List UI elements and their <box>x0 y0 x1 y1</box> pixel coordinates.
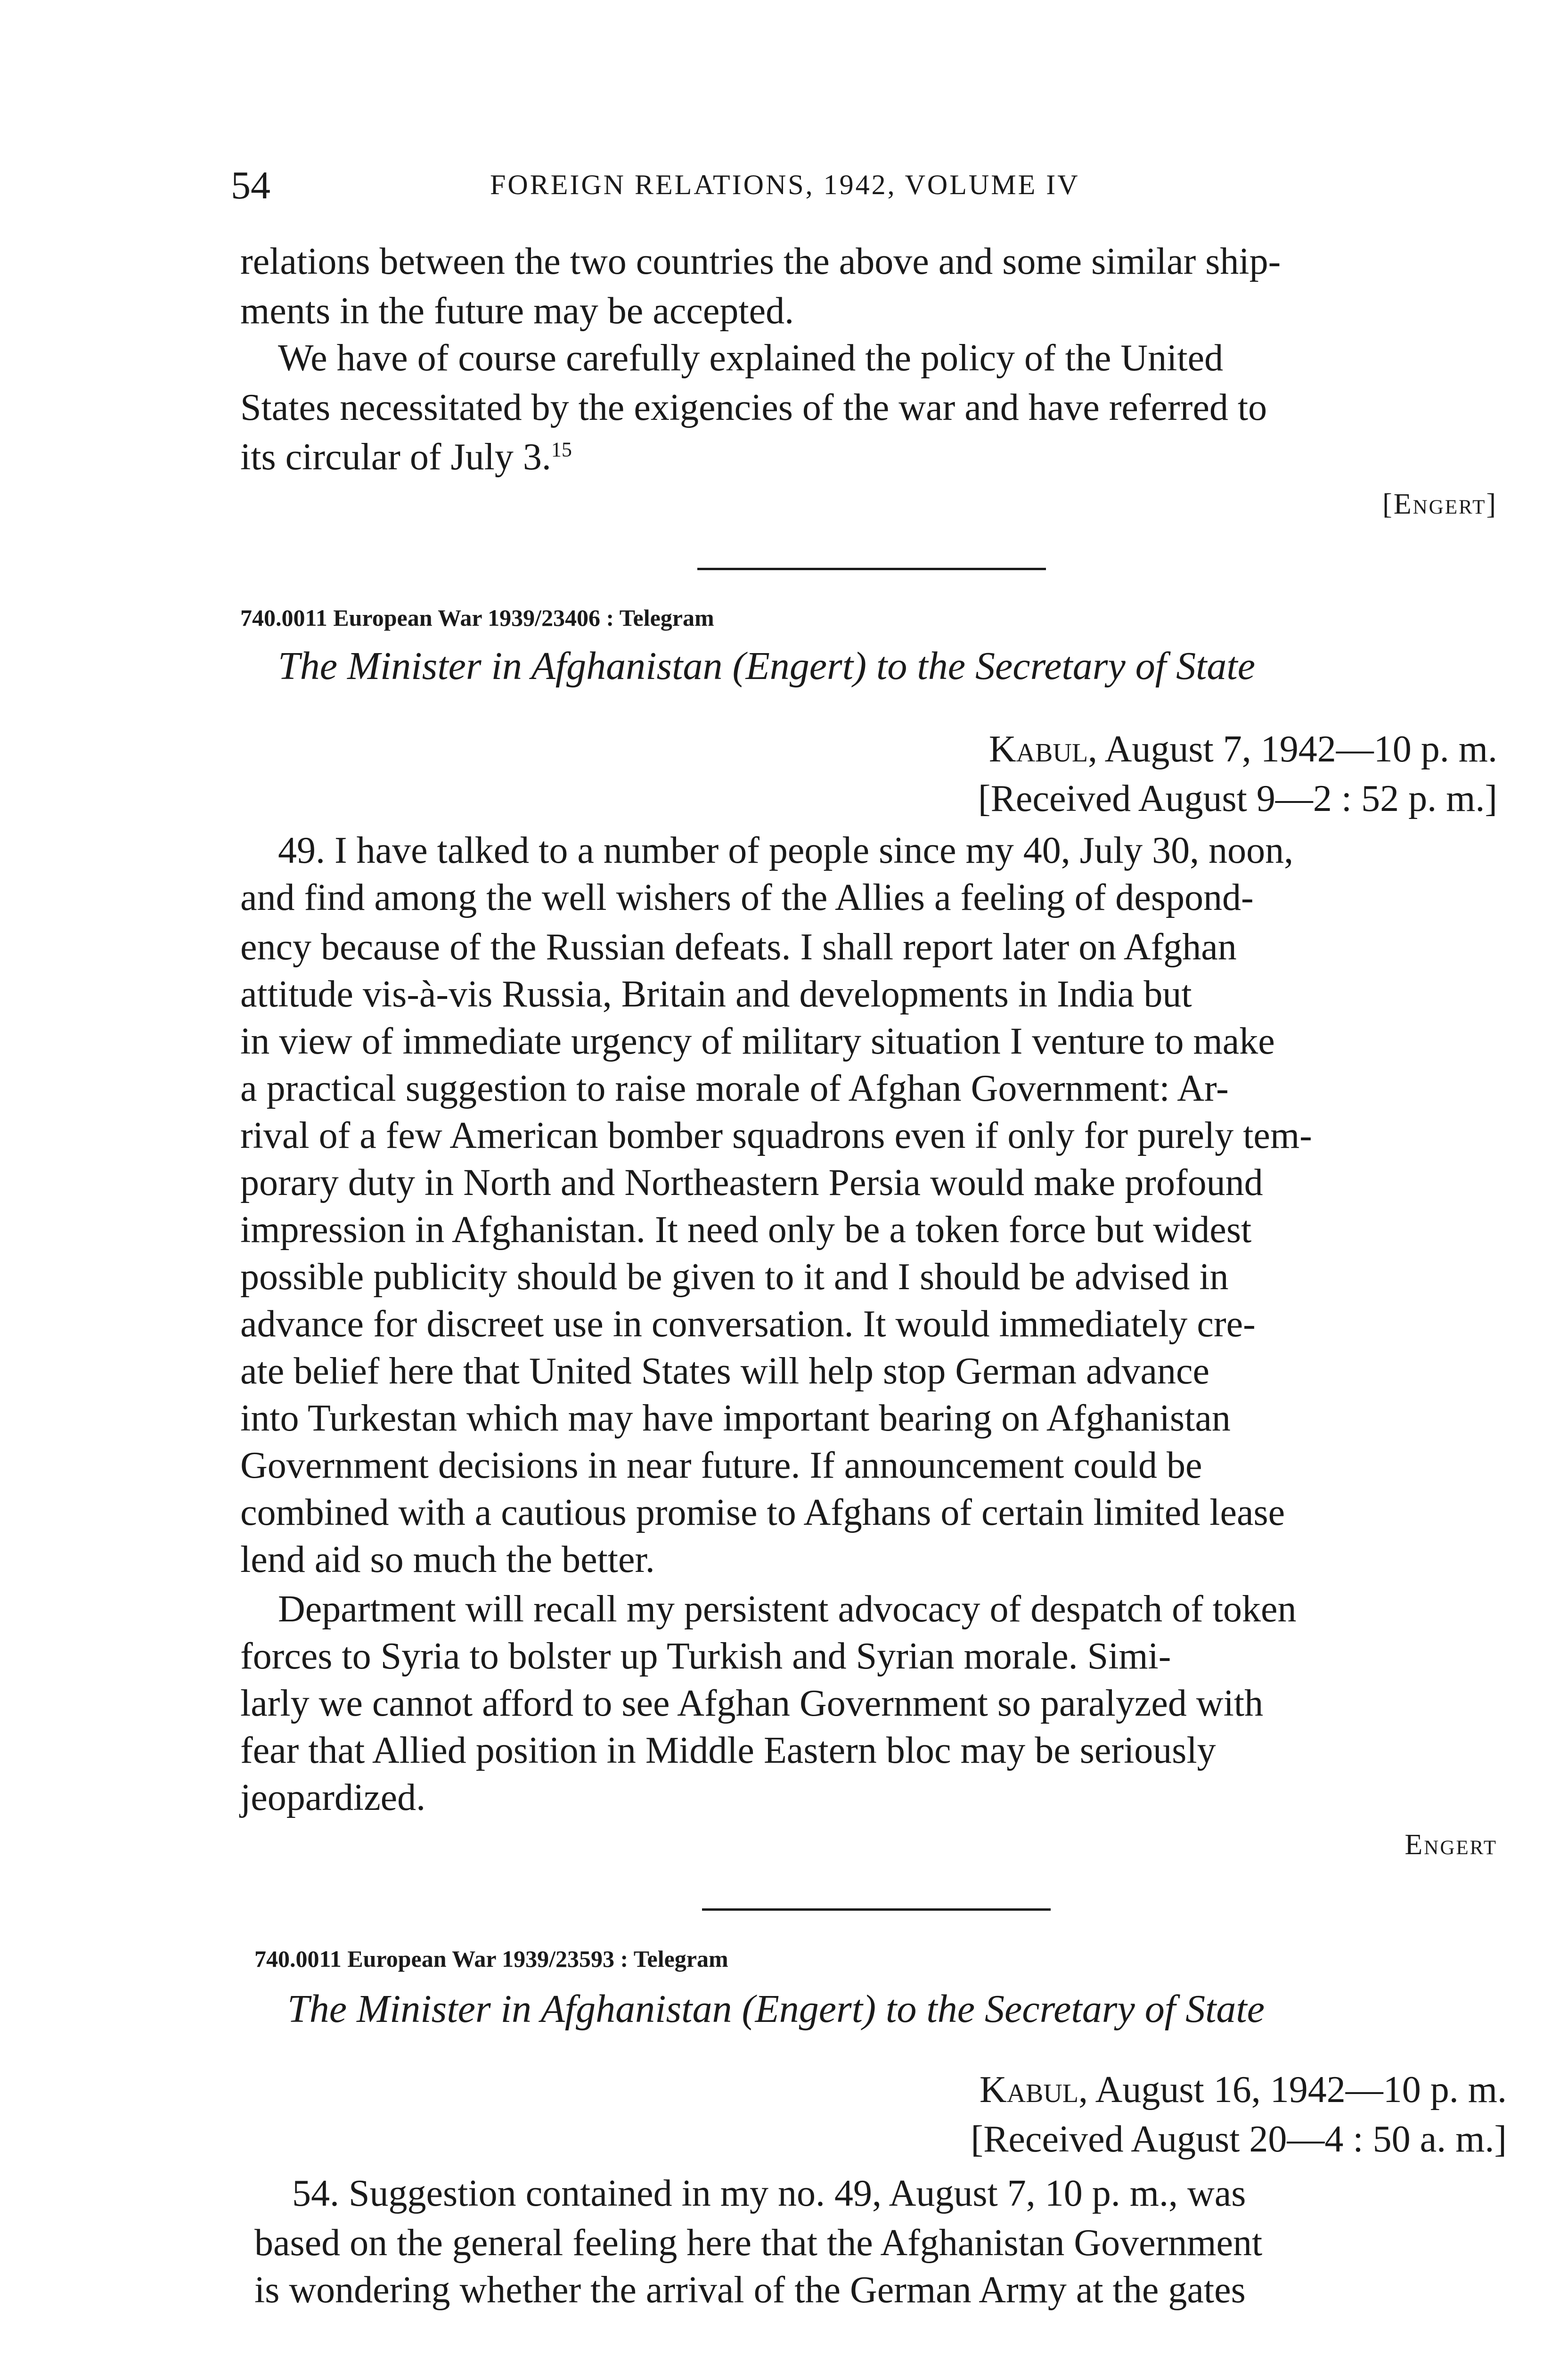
body-line: possible publicity should be given to it and I should be advised in <box>240 1256 1229 1298</box>
continuation-line: its circular of July 3.15 <box>240 436 572 478</box>
body-line: Government decisions in near future. If announcement could be <box>240 1445 1202 1486</box>
body-line: porary duty in North and Northeastern Persia would make profound <box>240 1162 1263 1203</box>
continuation-line: States necessitated by the exigencies of the war and have referred to <box>240 387 1267 428</box>
footnote-reference: 15 <box>551 438 572 461</box>
body-line: in view of immediate urgency of military situation I venture to make <box>240 1021 1275 1062</box>
body-line: forces to Syria to bolster up Turkish and Syrian morale. Simi- <box>240 1636 1171 1677</box>
signature: [Engert] <box>1382 488 1497 520</box>
section-divider <box>702 1908 1051 1911</box>
body-line: is wondering whether the arrival of the German Army at the gates <box>254 2269 1246 2311</box>
body-line: impression in Afghanistan. It need only be a token force but widest <box>240 1209 1252 1251</box>
continuation-line: We have of course carefully explained the policy of the United <box>278 337 1224 379</box>
file-reference: 740.0011 European War 1939/23406 : Telegram <box>240 605 714 631</box>
dateline: Kabul, August 7, 1942—10 p. m. <box>988 728 1497 770</box>
body-line: 49. I have talked to a number of people since my 40, July 30, noon, <box>278 830 1294 871</box>
body-line: fear that Allied position in Middle Eastern bloc may be seriously <box>240 1730 1216 1771</box>
body-line: 54. Suggestion contained in my no. 49, August 7, 10 p. m., was <box>292 2173 1246 2214</box>
body-line: into Turkestan which may have important bearing on Afghanistan <box>240 1398 1231 1439</box>
body-line: a practical suggestion to raise morale of Afghan Government: Ar- <box>240 1068 1229 1109</box>
body-line: ency because of the Russian defeats. I shall report later on Afghan <box>240 926 1237 968</box>
body-line: ate belief here that United States will help stop German advance <box>240 1350 1210 1392</box>
continuation-line: relations between the two countries the above and some similar ship- <box>240 241 1281 282</box>
body-line: lend aid so much the better. <box>240 1539 655 1580</box>
body-line: combined with a cautious promise to Afghans of certain limited lease <box>240 1492 1285 1533</box>
dateline: Kabul, August 16, 1942—10 p. m. <box>979 2069 1507 2111</box>
body-line: and find among the well wishers of the Allies a feeling of despond- <box>240 877 1254 918</box>
body-line: larly we cannot afford to see Afghan Government so paralyzed with <box>240 1683 1264 1724</box>
page-number: 54 <box>231 164 270 207</box>
received-line: [Received August 9—2 : 52 p. m.] <box>978 778 1497 819</box>
signature: Engert <box>1405 1829 1497 1861</box>
document-caption: The Minister in Afghanistan (Engert) to the Secretary of State <box>287 1987 1265 2031</box>
body-line: rival of a few American bomber squadrons even if only for purely tem- <box>240 1115 1312 1156</box>
section-divider <box>697 568 1046 570</box>
continuation-line: ments in the future may be accepted. <box>240 290 794 332</box>
body-line: attitude vis-à-vis Russia, Britain and developments in India but <box>240 973 1192 1015</box>
file-reference: 740.0011 European War 1939/23593 : Telegram <box>254 1946 728 1972</box>
body-line: Department will recall my persistent advocacy of despatch of token <box>278 1588 1297 1630</box>
received-line: [Received August 20—4 : 50 a. m.] <box>971 2119 1507 2160</box>
document-caption: The Minister in Afghanistan (Engert) to the Secretary of State <box>278 644 1256 688</box>
body-line: jeopardized. <box>240 1777 426 1818</box>
body-line: based on the general feeling here that the Afghanistan Government <box>254 2222 1263 2264</box>
body-line: advance for discreet use in conversation. It would immediately cre- <box>240 1303 1256 1345</box>
running-title: FOREIGN RELATIONS, 1942, VOLUME IV <box>490 169 1080 200</box>
